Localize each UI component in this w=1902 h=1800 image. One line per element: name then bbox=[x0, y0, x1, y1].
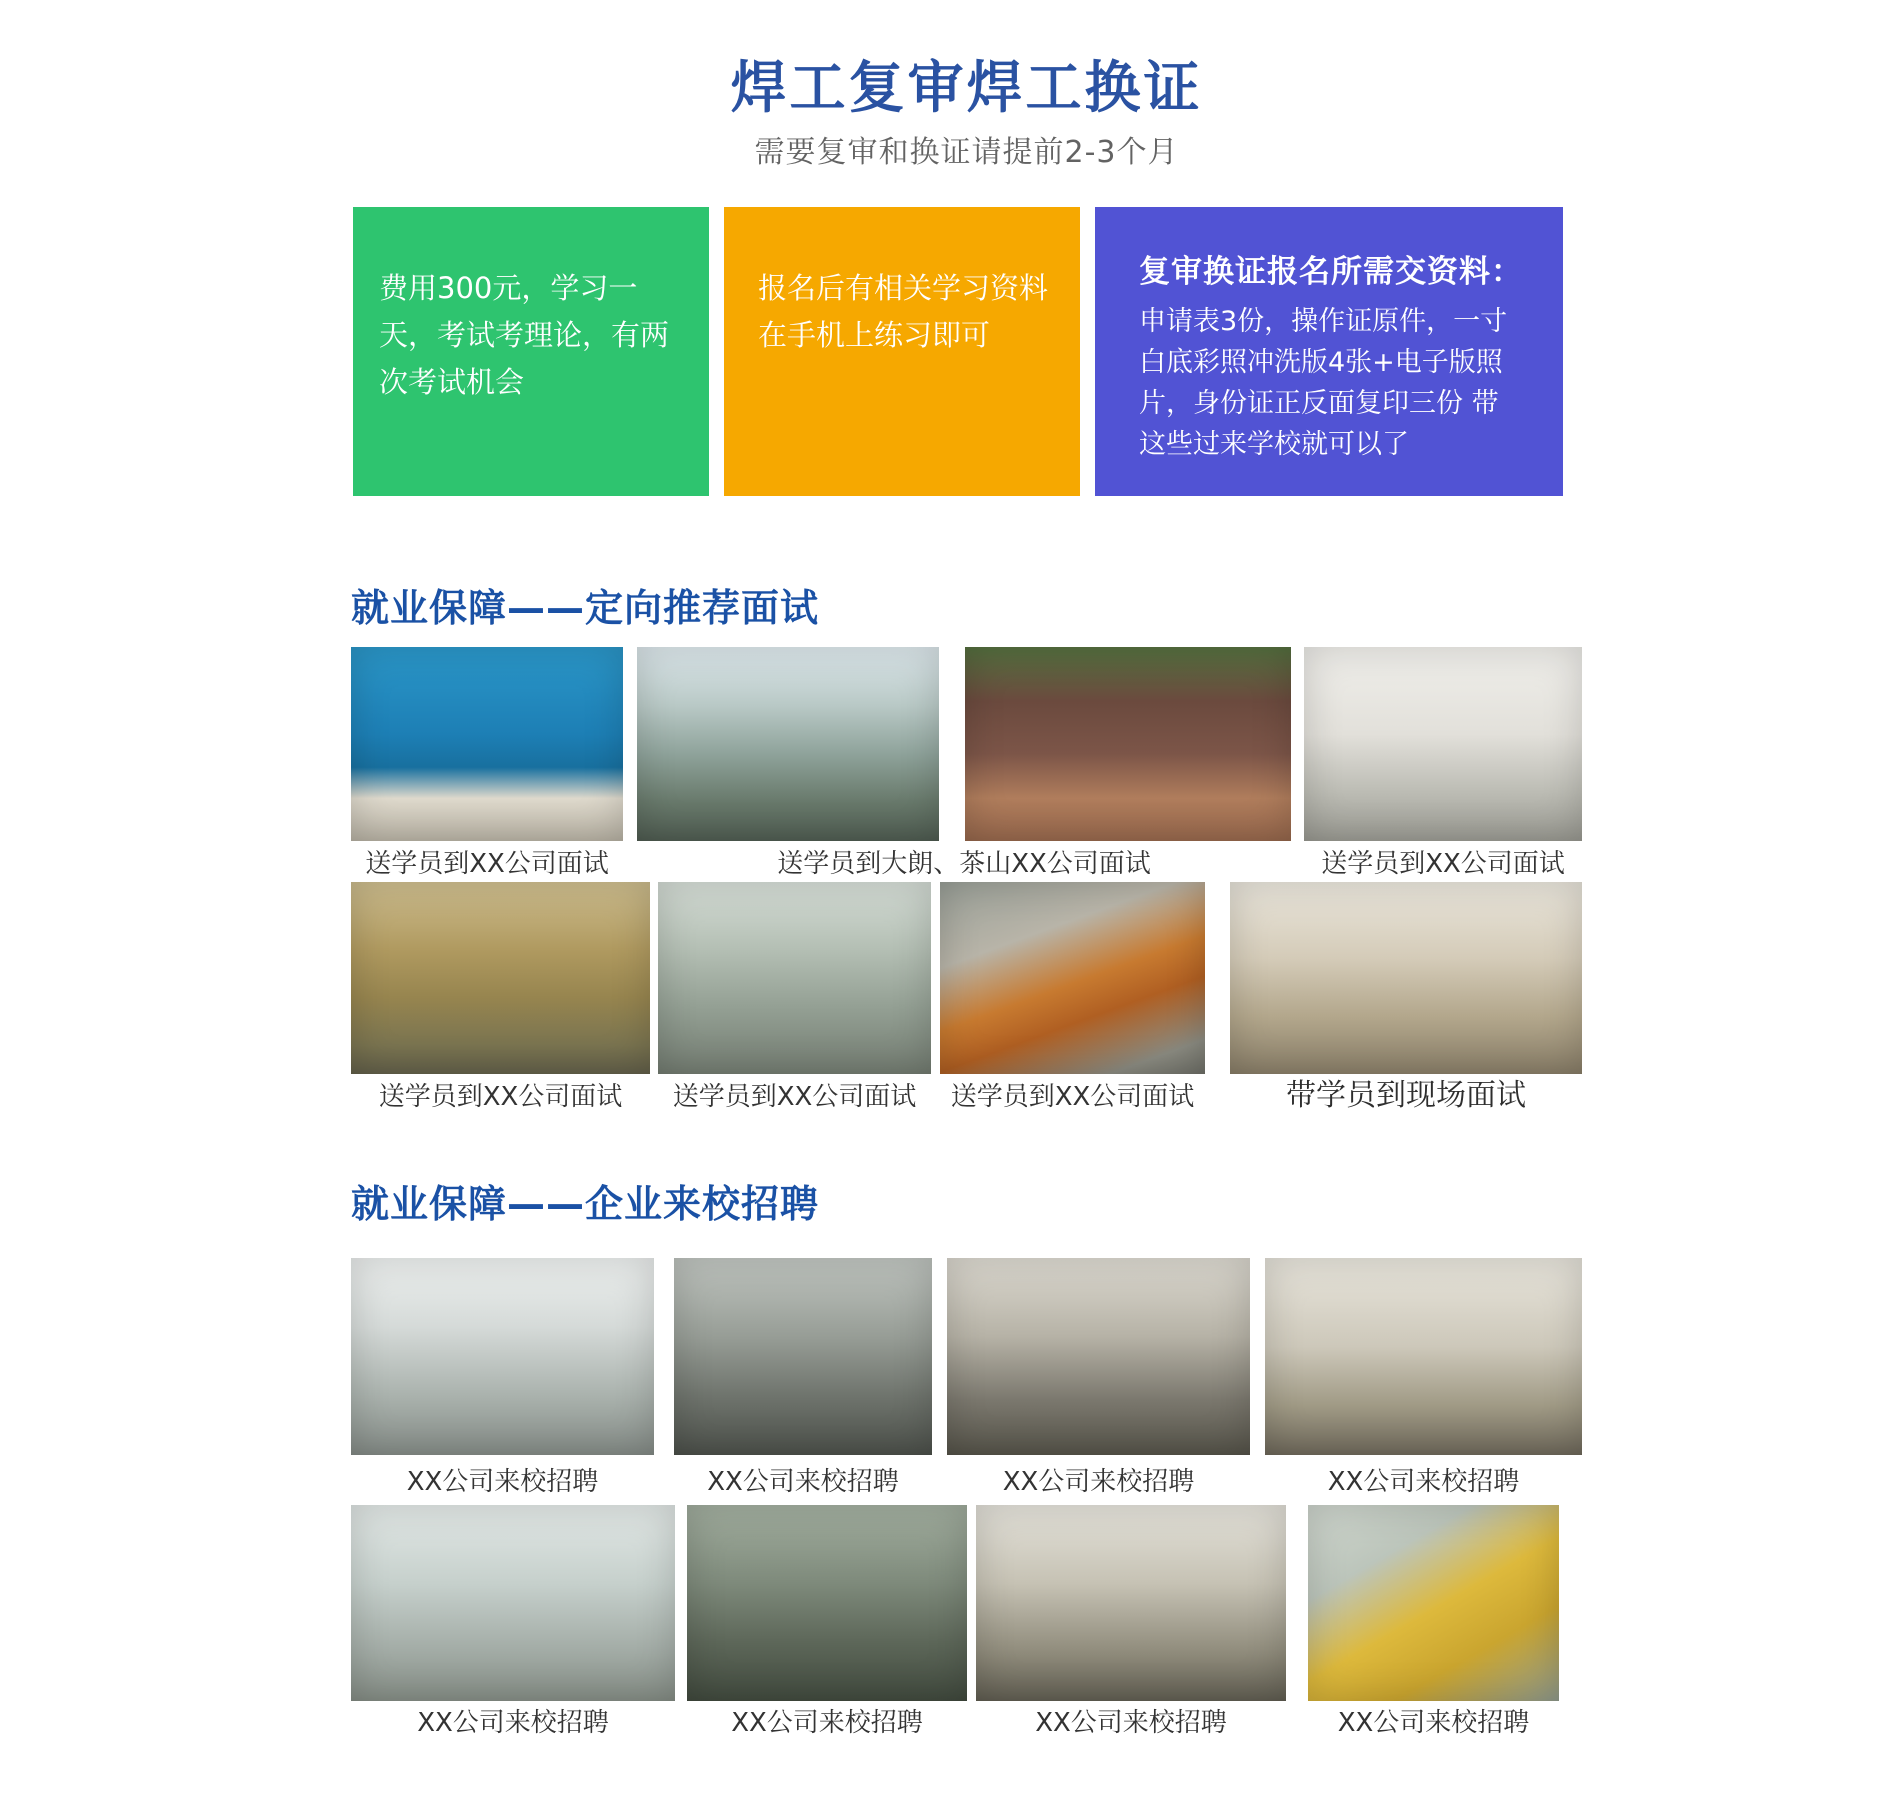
photo-computer-class-recruit bbox=[976, 1505, 1286, 1741]
photo-lab-equipment-recruit-image bbox=[351, 1505, 675, 1701]
photo-caption: XX公司来校招聘 bbox=[1337, 1708, 1530, 1738]
photo-caption: XX公司来校招聘 bbox=[1002, 1467, 1195, 1497]
photo-table-interview-recruit bbox=[687, 1505, 967, 1741]
photo-caption: 送学员到XX公司面试 bbox=[378, 1082, 623, 1112]
info-box-required-documents-title: 复审换证报名所需交资料： bbox=[1139, 254, 1523, 290]
photo-group-dalang-chashan bbox=[637, 647, 1291, 882]
photo-caption: 送学员到大朗、茶山XX公司面试 bbox=[777, 849, 1151, 879]
photo-caption: 送学员到XX公司面试 bbox=[950, 1082, 1195, 1112]
photo-classroom-recruit bbox=[1265, 1258, 1582, 1505]
photo-tv-room-recruit bbox=[947, 1258, 1250, 1505]
photo-caption: XX公司来校招聘 bbox=[731, 1708, 923, 1738]
photo-awards-wall-interview bbox=[351, 882, 650, 1115]
photo-table-interview-recruit-image bbox=[687, 1505, 967, 1701]
photo-factory-gate-group-image bbox=[637, 647, 939, 841]
photo-caption: 送学员到XX公司面试 bbox=[672, 1082, 917, 1112]
page-title: 焊工复审焊工换证 bbox=[730, 56, 1203, 121]
photo-robot-arm-workshop bbox=[940, 882, 1205, 1115]
section-recruit-heading: 就业保障——企业来校招聘 bbox=[351, 1182, 820, 1226]
photo-crowd-equipment-demo bbox=[351, 1258, 654, 1505]
page-subtitle: 需要复审和换证请提前2-3个月 bbox=[754, 135, 1179, 170]
photo-company-lobby-group bbox=[1304, 647, 1582, 882]
photo-yellow-rack-recruit-image bbox=[1308, 1505, 1559, 1701]
photo-onsite-interview-desk bbox=[1230, 882, 1582, 1115]
section-interview-heading: 就业保障——定向推荐面试 bbox=[351, 586, 820, 630]
photo-caption: 送学员到XX公司面试 bbox=[365, 849, 609, 879]
info-box-fee-text: 费用300元，学习一天，考试考理论，有两次考试机会 bbox=[379, 271, 670, 399]
photo-company-lobby-group-image bbox=[1304, 647, 1582, 841]
photo-gree-recruitment-center bbox=[351, 647, 623, 882]
section-recruit bbox=[351, 1183, 1582, 1741]
photo-robot-arm-workshop-image bbox=[940, 882, 1205, 1074]
photo-caption: XX公司来校招聘 bbox=[707, 1467, 899, 1497]
photo-awards-wall-interview-image bbox=[351, 882, 650, 1074]
photo-meeting-room-recruit bbox=[674, 1258, 932, 1505]
photo-computer-class-recruit-image bbox=[976, 1505, 1286, 1701]
photo-yellow-rack-recruit bbox=[1308, 1505, 1559, 1741]
photo-lab-equipment-recruit bbox=[351, 1505, 675, 1741]
info-box-study-materials-text: 报名后有相关学习资料在手机上练习即可 bbox=[758, 271, 1049, 352]
info-box-study-materials bbox=[724, 207, 1080, 496]
photo-caption: 送学员到XX公司面试 bbox=[1321, 849, 1565, 879]
photo-two-students-street-image bbox=[658, 882, 931, 1074]
photo-onsite-interview-desk-image bbox=[1230, 882, 1582, 1074]
section-interview bbox=[351, 587, 1582, 1115]
recruit-photo-row-2 bbox=[351, 1505, 1582, 1741]
interview-photo-row-2 bbox=[351, 882, 1582, 1115]
photo-caption: XX公司来校招聘 bbox=[417, 1708, 609, 1738]
page-header bbox=[351, 0, 1582, 170]
photo-classroom-recruit-image bbox=[1265, 1258, 1582, 1455]
photo-caption: 带学员到现场面试 bbox=[1286, 1078, 1526, 1113]
photo-caption: XX公司来校招聘 bbox=[406, 1467, 599, 1497]
recruit-photo-row-1 bbox=[351, 1258, 1582, 1505]
photo-gree-recruitment-center-image bbox=[351, 647, 623, 841]
photo-two-students-street bbox=[658, 882, 931, 1115]
interview-photo-row-1 bbox=[351, 647, 1582, 882]
photo-changying-sign-group-image bbox=[965, 647, 1291, 841]
info-box-required-documents bbox=[1095, 207, 1563, 496]
photo-crowd-equipment-demo-image bbox=[351, 1258, 654, 1455]
photo-caption: XX公司来校招聘 bbox=[1327, 1467, 1520, 1497]
info-box-required-documents-text: 申请表3份，操作证原件，一寸白底彩照冲洗版4张+电子版照片，身份证正反面复印三份 带这些过来学校就可以了 bbox=[1139, 306, 1508, 460]
photo-meeting-room-recruit-image bbox=[674, 1258, 932, 1455]
photo-caption: XX公司来校招聘 bbox=[1035, 1708, 1227, 1738]
photo-tv-room-recruit-image bbox=[947, 1258, 1250, 1455]
page-root bbox=[351, 0, 1582, 1741]
info-boxes bbox=[351, 207, 1582, 496]
info-box-fee bbox=[353, 207, 709, 496]
